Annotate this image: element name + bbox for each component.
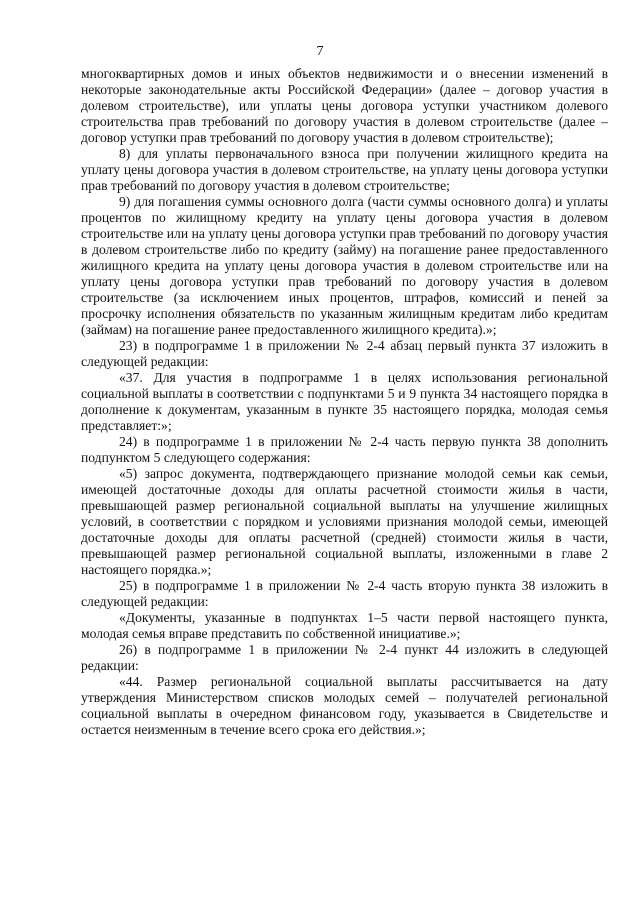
paragraph-amendment-25: 25) в подпрограмме 1 в приложении № 2-4 часть вторую пункта 38 изложить в следующей редакции: [81, 578, 608, 609]
paragraph-item-8: 8) для уплаты первоначального взноса при получении жилищного кредита на уплату цены договора участия в долевом строительстве, на уплату цены договора уступки прав требований по договору участия в долевом строительстве; [81, 146, 608, 193]
page-number: 7 [316, 44, 324, 59]
paragraph-amendment-26: 26) в подпрограмме 1 в приложении № 2-4 пункт 44 изложить в следующей редакции: [81, 642, 608, 673]
paragraph-clause-44: «44. Размер региональной социальной выплаты рассчитывается на дату утверждения Министерством списков молодых семей – получателей региональной социальной выплаты в очередном финансовом году, указывается в Свидетельстве и остается неизменным в течение всего срока его действия.»; [81, 674, 608, 737]
paragraph-amendment-24: 24) в подпрограмме 1 в приложении № 2-4 часть первую пункта 38 дополнить подпунктом 5 следующего содержания: [81, 434, 608, 465]
paragraph-item-9: 9) для погашения суммы основного долга (части суммы основного долга) и уплаты процентов по жилищному кредиту на уплату цены договора участия в долевом строительстве или на уплату цены договора уступки прав требований по договору участия в долевом строительстве либо по кредиту (займу) на погашение ранее предоставленного жилищного кредита на уплату цены договора участия в долевом строительстве или на уплату цены договора уступки прав требований по договору участия в долевом строительстве (за исключением иных процентов, штрафов, комиссий и пеней за просрочку исполнения обязательств по указанным жилищным кредитам либо кредитам (займам) на погашение ранее предоставленного жилищного кредита).»; [81, 194, 608, 337]
paragraph-clause-37: «37. Для участия в подпрограмме 1 в целях использования региональной социальной выплаты в соответствии с подпунктами 5 и 9 пункта 34 настоящего порядка в дополнение к документам, указанным в пункте 35 настоящего порядка, молодая семья представляет:»; [81, 370, 608, 433]
paragraph-amendment-23: 23) в подпрограмме 1 в приложении № 2-4 абзац первый пункта 37 изложить в следующей редакции: [81, 338, 608, 369]
paragraph-documents-clause: «Документы, указанные в подпунктах 1–5 части первой настоящего пункта, молодая семья вправе представить по собственной инициативе.»; [81, 610, 608, 641]
document-body [81, 66, 608, 738]
paragraph-1: многоквартирных домов и иных объектов недвижимости и о внесении изменений в некоторые законодательные акты Российской Федерации» (далее – договор участия в долевом строительстве), или уплаты цены договора уступки участником долевого строительства прав требований по договору участия в долевом строительстве (далее – договор уступки прав требований по договору участия в долевом строительстве); [81, 66, 608, 145]
paragraph-subitem-5: «5) запрос документа, подтверждающего признание молодой семьи как семьи, имеющей достаточные доходы для оплаты расчетной стоимости жилья в части, превышающей размер региональной социальной выплаты на улучшение жилищных условий, в соответствии с порядком и условиями признания молодой семьи, имеющей достаточные доходы для оплаты расчетной (средней) стоимости жилья в части, превышающей размер региональной социальной выплаты, изложенными в главе 2 настоящего порядка.»; [81, 466, 608, 577]
